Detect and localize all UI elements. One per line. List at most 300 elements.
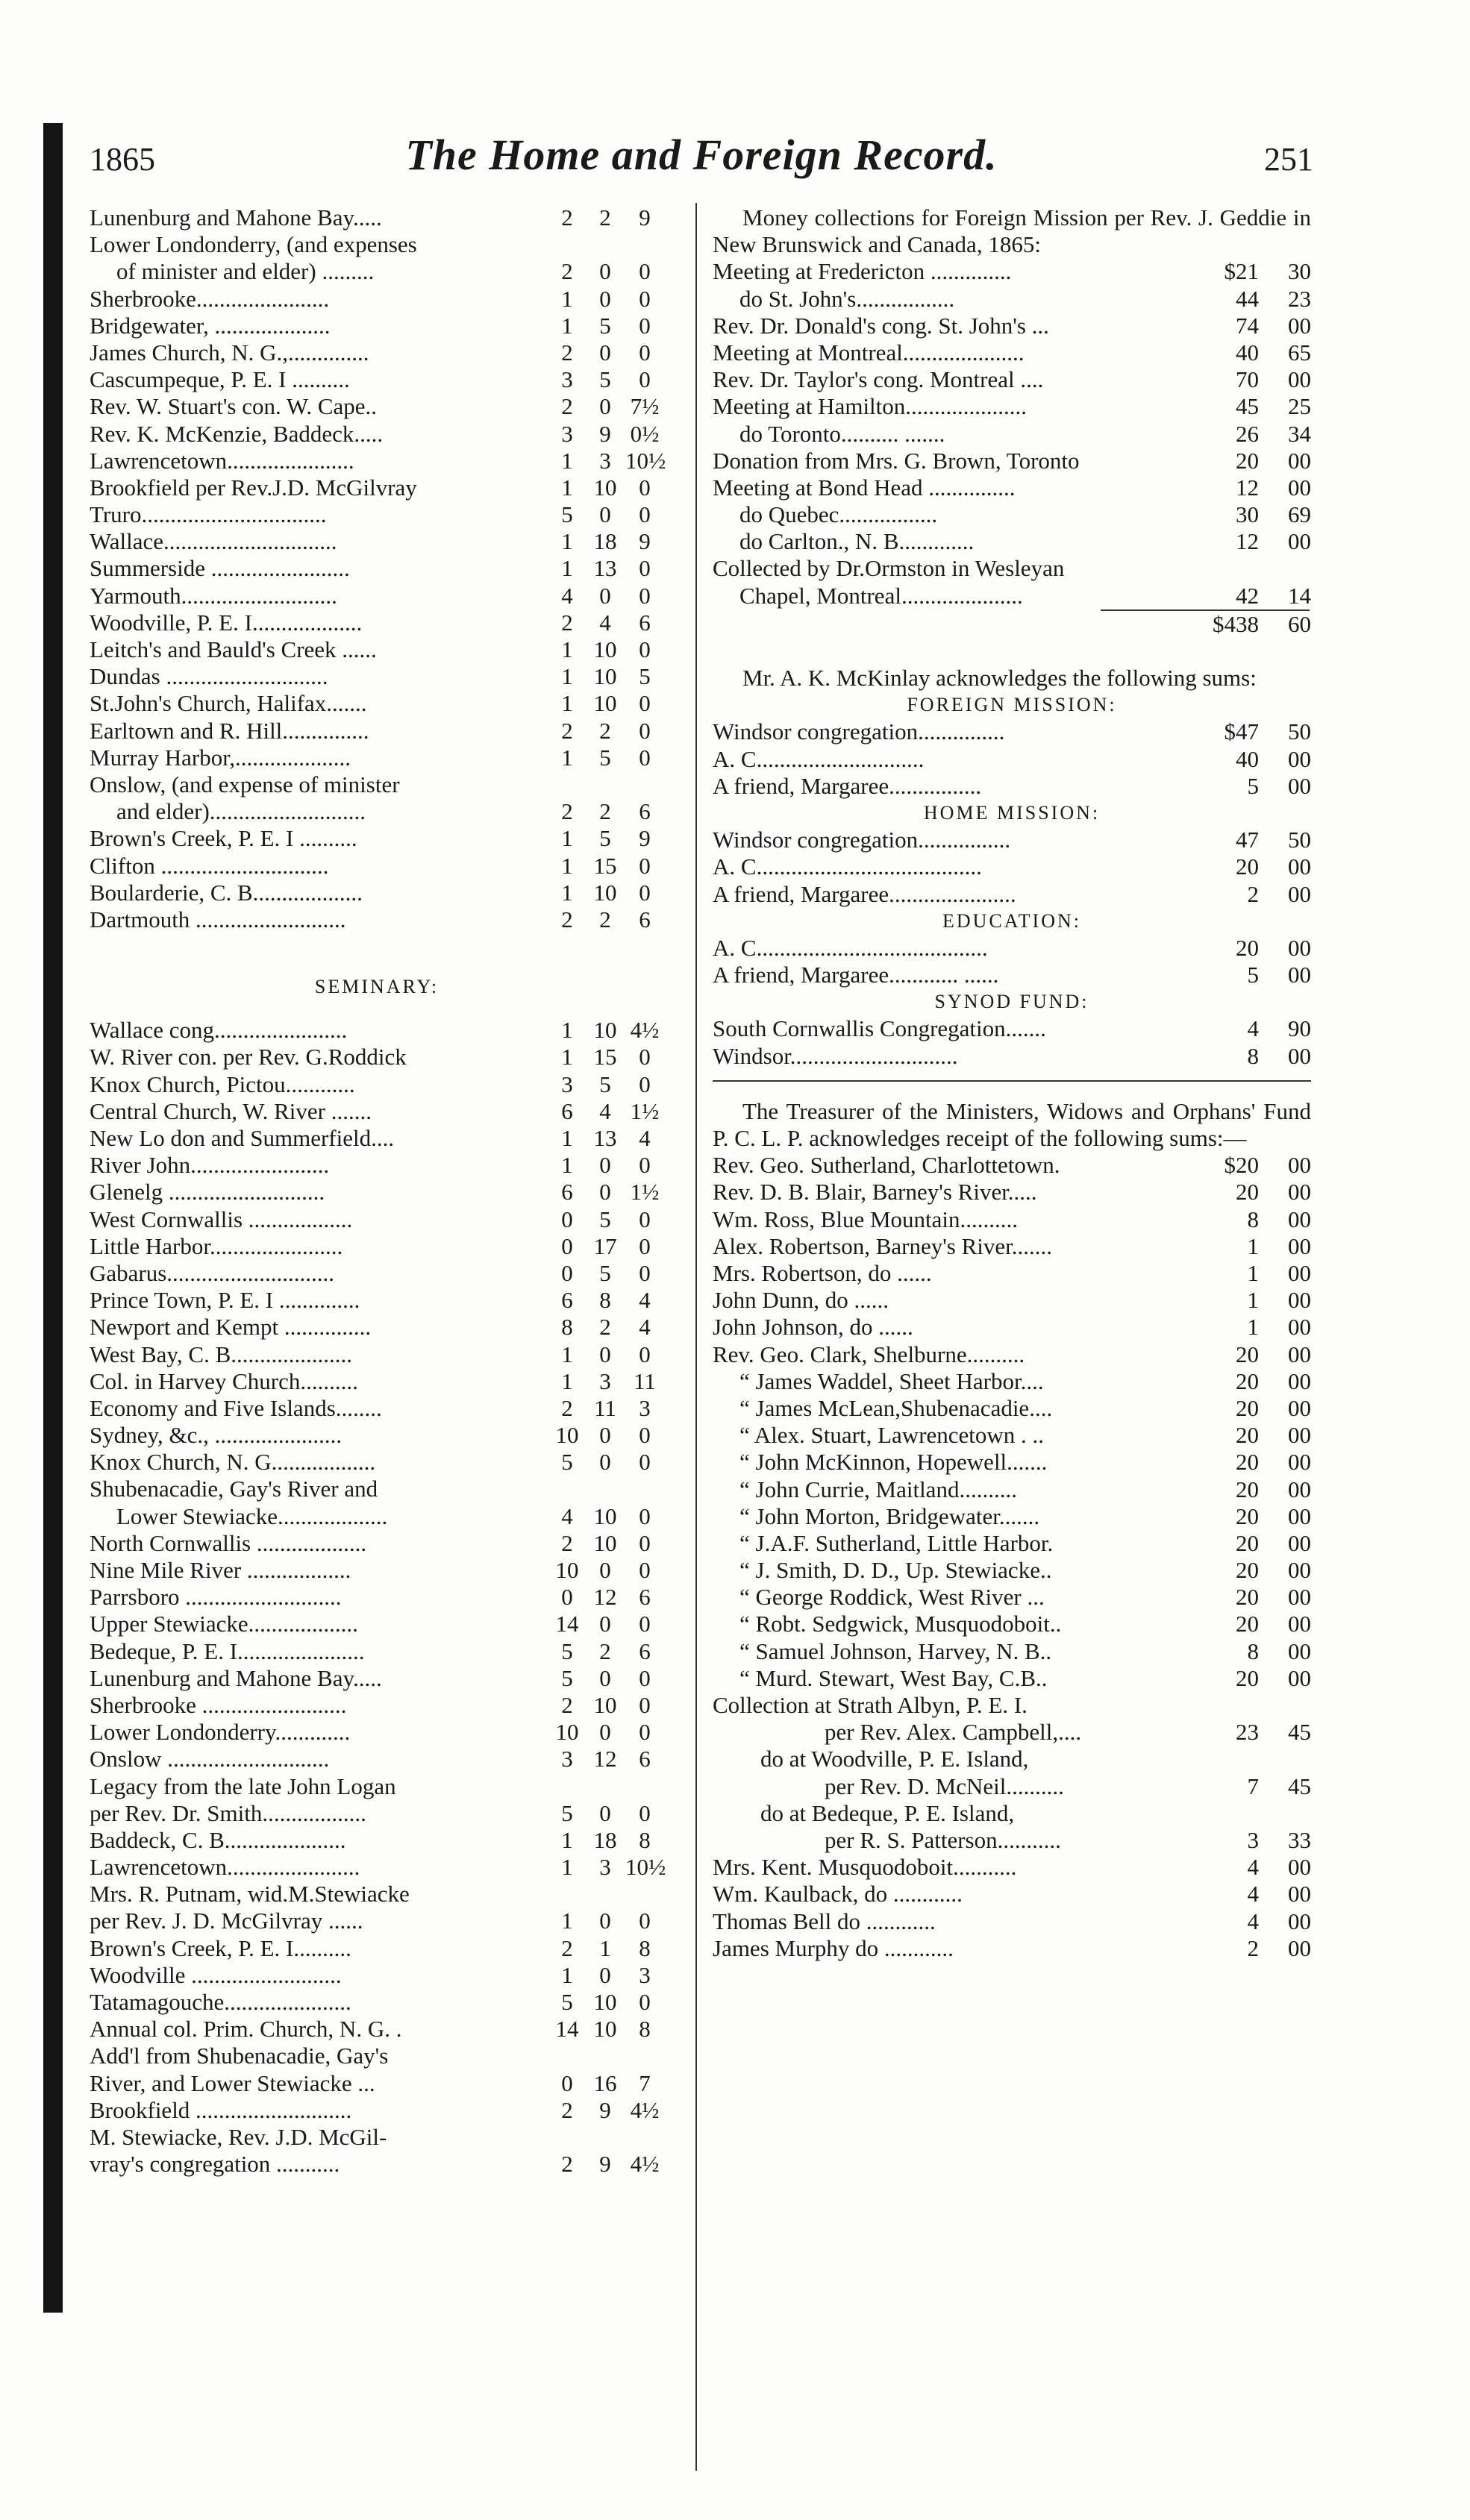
shillings: 3 (599, 447, 611, 474)
amount (549, 1125, 664, 1152)
amount (1184, 258, 1311, 285)
shillings: 0 (599, 1179, 611, 1206)
list-item (90, 1962, 664, 1989)
entry-name: Dundas ............................ (90, 663, 328, 690)
amount (549, 1854, 664, 1881)
entry-name: A. C............................. (713, 745, 925, 772)
cents: 00 (1288, 1394, 1311, 1421)
amount (549, 745, 664, 771)
amount (549, 1530, 664, 1557)
entry-name: Mrs. Robertson, do ...... (713, 1260, 932, 1287)
dollars: 20 (1236, 1664, 1259, 1691)
shillings: 10 (593, 2016, 617, 2043)
pence: 6 (639, 1746, 651, 1773)
entry-name: Windsor congregation............... (713, 718, 1005, 745)
pence: 6 (639, 609, 651, 636)
cents: 65 (1288, 339, 1311, 366)
amount (1184, 1260, 1311, 1287)
entry-name: Meeting at Hamilton..................... (713, 393, 1028, 420)
list-item (90, 1557, 664, 1584)
dollars: $21 (1224, 258, 1259, 285)
cents: 00 (1288, 1854, 1311, 1881)
shillings: 4 (599, 609, 611, 636)
cents: 00 (1288, 1584, 1311, 1611)
shillings: 0 (599, 582, 611, 609)
pounds: 1 (561, 1961, 573, 1988)
pence: 9 (639, 825, 651, 852)
pounds: 1 (561, 447, 573, 474)
cents: 00 (1288, 447, 1311, 474)
amount (1184, 1530, 1311, 1557)
shillings: 10 (593, 879, 617, 906)
shillings: 2 (599, 906, 611, 933)
total-cents: 60 (1288, 610, 1311, 637)
list-item (90, 853, 664, 880)
pounds: 2 (561, 2096, 573, 2123)
shillings: 0 (599, 1152, 611, 1179)
entry-name: do at Bedeque, P. E. Island, (760, 1799, 1015, 1826)
pounds: 1 (561, 1826, 573, 1853)
pence: 0 (639, 717, 651, 744)
cents: 00 (1288, 1529, 1311, 1556)
pence: 0 (639, 879, 651, 906)
pence: 0½ (630, 420, 660, 447)
dollars: 20 (1236, 1449, 1259, 1476)
list-item (90, 555, 664, 582)
pounds: 6 (561, 1097, 573, 1124)
entry-name: Rev. W. Stuart's con. W. Cape.. (90, 393, 378, 420)
pence: 0 (639, 474, 651, 501)
amount (549, 1260, 664, 1287)
pounds: 1 (561, 1152, 573, 1179)
shillings: 1 (599, 1934, 611, 1961)
list-item (713, 1935, 1311, 1962)
shillings: 4 (599, 1097, 611, 1124)
shillings: 0 (599, 1341, 611, 1367)
amount (1184, 421, 1311, 448)
amount (1184, 773, 1311, 800)
list-item (713, 1043, 1311, 1070)
dollars: 1 (1247, 1232, 1259, 1259)
list-item (90, 745, 664, 771)
list-item (90, 366, 664, 393)
dollars: 70 (1236, 366, 1259, 393)
entry-name: Baddeck, C. B..................... (90, 1826, 346, 1853)
cents: 90 (1288, 1015, 1311, 1042)
cents: 23 (1288, 285, 1311, 312)
amount (549, 1044, 664, 1071)
entry-name: “ John Morton, Bridgewater....... (739, 1502, 1040, 1529)
pence: 0 (639, 1206, 651, 1232)
cents: 00 (1288, 934, 1311, 961)
entry-name: A. C....................................... (713, 853, 982, 880)
section-rule (713, 1080, 1311, 1082)
amount (549, 1503, 664, 1530)
entry-name: do at Woodville, P. E. Island, (760, 1746, 1029, 1773)
pounds: 10 (555, 1719, 579, 1746)
entry-name: A. C........................................ (713, 934, 988, 961)
dollars: 20 (1236, 1529, 1259, 1556)
entry-name: Wallace cong....................... (90, 1017, 348, 1044)
pence: 0 (639, 1071, 651, 1097)
cents: 50 (1288, 827, 1311, 853)
mckinlay-intro: Mr. A. K. McKinlay acknowledges the following sums: (742, 665, 1257, 692)
amount (1184, 1908, 1311, 1935)
list-item (713, 286, 1311, 313)
cents: 00 (1288, 366, 1311, 393)
cents: 00 (1288, 1557, 1311, 1584)
dollars: 45 (1236, 393, 1259, 420)
list-item (713, 313, 1311, 339)
shillings: 0 (599, 1961, 611, 1988)
list-item (90, 1233, 664, 1260)
pounds: 0 (561, 2069, 573, 2096)
pence: 1½ (630, 1179, 660, 1206)
pounds: 1 (561, 474, 573, 501)
list-item (90, 1989, 664, 2016)
amount (549, 474, 664, 501)
pence: 0 (639, 852, 651, 879)
shillings: 3 (599, 1854, 611, 1881)
dollars: 23 (1236, 1719, 1259, 1746)
dollars: 7 (1247, 1773, 1259, 1799)
amount (1184, 313, 1311, 339)
pounds: 1 (561, 312, 573, 339)
education-heading: EDUCATION: (942, 909, 1081, 932)
shillings: 10 (593, 690, 617, 717)
entry-name: “ Murd. Stewart, West Bay, C.B.. (739, 1664, 1048, 1691)
dollars: 20 (1236, 853, 1259, 880)
amount (1184, 827, 1311, 853)
shillings: 0 (599, 1664, 611, 1691)
shillings: 12 (593, 1746, 617, 1773)
list-item (713, 1179, 1311, 1206)
pounds: 1 (561, 879, 573, 906)
list-item (90, 528, 664, 555)
amount (549, 1746, 664, 1773)
shillings: 10 (593, 1691, 617, 1718)
amount (549, 366, 664, 393)
shillings: 0 (599, 1908, 611, 1934)
pounds: 14 (555, 2016, 579, 2043)
amount (549, 258, 664, 285)
entry-name: Legacy from the late John Logan (90, 1773, 396, 1799)
list-item (90, 1125, 664, 1152)
amount (549, 1584, 664, 1611)
list-item (90, 1287, 664, 1314)
pounds: 1 (561, 1854, 573, 1881)
pounds: 1 (561, 555, 573, 582)
list-item (90, 880, 664, 906)
pence: 0 (639, 366, 651, 393)
pounds: 3 (561, 366, 573, 393)
list-item (90, 1935, 664, 1962)
cents: 00 (1288, 880, 1311, 907)
entry-name: per Rev. J. D. McGilvray ...... (90, 1908, 363, 1934)
pounds: 1 (561, 1017, 573, 1044)
shillings: 9 (599, 420, 611, 447)
amount (1184, 1152, 1311, 1179)
amount (1184, 583, 1311, 609)
entry-name: Knox Church, Pictou............ (90, 1071, 355, 1097)
amount (549, 204, 664, 231)
amount (1184, 1449, 1311, 1476)
amount (1184, 1719, 1311, 1746)
shillings: 11 (594, 1394, 616, 1421)
amount (1184, 853, 1311, 880)
entry-name: Yarmouth........................... (90, 582, 337, 609)
entry-name: Meeting at Montreal..................... (713, 339, 1025, 366)
entry-name: Murray Harbor,.................... (90, 744, 351, 771)
list-item (713, 1503, 1311, 1530)
entry-name: A friend, Margaree...................... (713, 880, 1016, 907)
geddie-total (713, 611, 1311, 638)
dollars: 20 (1236, 934, 1259, 961)
list-item (90, 1476, 664, 1502)
pence: 0 (639, 1502, 651, 1529)
entry-name: Thomas Bell do ............ (713, 1908, 936, 1934)
list-item (713, 1260, 1311, 1287)
pounds: 1 (561, 690, 573, 717)
pence: 6 (639, 798, 651, 825)
list-item (713, 1314, 1311, 1341)
pence: 11 (634, 1367, 656, 1394)
pounds: 5 (561, 501, 573, 528)
pence: 6 (639, 1584, 651, 1611)
list-item (90, 718, 664, 745)
shillings: 0 (599, 393, 611, 420)
entry-name: and elder)........................... (116, 798, 366, 825)
amount (1184, 1827, 1311, 1854)
pence: 6 (639, 1637, 651, 1664)
amount (549, 2151, 664, 2178)
dollars: 4 (1247, 1908, 1259, 1934)
list-item (90, 690, 664, 717)
cents: 00 (1288, 1260, 1311, 1287)
list-item (90, 1881, 664, 1908)
list-item (90, 1638, 664, 1665)
entry-name: Chapel, Montreal..................... (739, 582, 1023, 609)
pounds: 2 (561, 339, 573, 366)
entry-name: Lunenburg and Mahone Bay..... (90, 204, 382, 231)
amount (549, 421, 664, 448)
cents: 34 (1288, 420, 1311, 447)
list-item (713, 1152, 1311, 1179)
dollars: 2 (1247, 880, 1259, 907)
list-item (90, 1827, 664, 1854)
entry-name: do Quebec................. (739, 501, 938, 528)
list-item (713, 1584, 1311, 1611)
entry-name: “ James McLean,Shubenacadie.... (739, 1394, 1053, 1421)
pence: 3 (639, 1394, 651, 1421)
entry-name: Mrs. R. Putnam, wid.M.Stewiacke (90, 1881, 410, 1908)
pence: 0 (639, 1044, 651, 1071)
amount (549, 853, 664, 880)
list-item (90, 1611, 664, 1637)
amount (549, 1692, 664, 1719)
home-mission-heading: HOME MISSION: (923, 801, 1101, 824)
dollars: 40 (1236, 745, 1259, 772)
amount (549, 880, 664, 906)
foreign-mission-list (713, 718, 1311, 800)
dollars: 20 (1236, 1557, 1259, 1584)
amount (1184, 1935, 1311, 1962)
list-item (713, 1206, 1311, 1233)
entry-name: Meeting at Bond Head ............... (713, 474, 1016, 501)
shillings: 0 (599, 1449, 611, 1476)
list-item (90, 1584, 664, 1611)
dollars: 20 (1236, 1367, 1259, 1394)
pounds: 5 (561, 1449, 573, 1476)
shillings: 13 (593, 555, 617, 582)
dollars: 42 (1236, 582, 1259, 609)
list-item (713, 1692, 1311, 1719)
entry-name: “ Robt. Sedgwick, Musquodoboit.. (739, 1611, 1062, 1637)
pence: 0 (639, 1611, 651, 1637)
cents: 00 (1288, 474, 1311, 501)
pence: 0 (639, 285, 651, 312)
entry-name: vray's congregation ........... (90, 2151, 340, 2178)
list-item (713, 421, 1311, 448)
cents: 00 (1288, 1476, 1311, 1502)
list-item (713, 827, 1311, 853)
entry-name: Collected by Dr.Ormston in Wesleyan (713, 555, 1065, 582)
entry-name: do Toronto.......... ....... (739, 420, 945, 447)
list-item (90, 609, 664, 636)
synod-fund-heading: SYNOD FUND: (934, 991, 1089, 1013)
cents: 00 (1288, 1152, 1311, 1179)
entry-name: James Murphy do ............ (713, 1934, 954, 1961)
total-dollars: $438 (1213, 610, 1259, 637)
shillings: 10 (593, 1529, 617, 1556)
list-item (90, 906, 664, 933)
pence: 0 (639, 1422, 651, 1449)
amount (549, 1314, 664, 1341)
list-item (90, 1854, 664, 1881)
list-item (90, 1692, 664, 1719)
amount (549, 1206, 664, 1233)
shillings: 15 (593, 852, 617, 879)
list-item (90, 825, 664, 852)
list-item (713, 528, 1311, 555)
pounds: 1 (561, 528, 573, 555)
pounds: 1 (561, 1367, 573, 1394)
list-item (90, 448, 664, 474)
entry-name: Central Church, W. River ....... (90, 1097, 372, 1124)
pence: 4 (639, 1125, 651, 1151)
amount (1184, 366, 1311, 393)
cents: 00 (1288, 1908, 1311, 1934)
pence: 4½ (630, 2151, 660, 2178)
dollars: 26 (1236, 420, 1259, 447)
seminary-list (90, 1017, 664, 2178)
entry-name: Annual col. Prim. Church, N. G. . (90, 2016, 402, 2043)
list-item (90, 1260, 664, 1287)
list-item (90, 1503, 664, 1530)
list-item (90, 1098, 664, 1125)
list-item (90, 636, 664, 663)
dollars: 20 (1236, 1611, 1259, 1637)
list-item (90, 231, 664, 258)
pounds: 2 (561, 2151, 573, 2178)
shillings: 8 (599, 1287, 611, 1314)
cents: 00 (1288, 853, 1311, 880)
shillings: 10 (593, 1989, 617, 2015)
pounds: 10 (555, 1557, 579, 1583)
pence: 1½ (630, 1097, 660, 1124)
list-item (90, 1746, 664, 1773)
entry-name: River, and Lower Stewiacke ... (90, 2069, 375, 2096)
entry-name: Lawrencetown...................... (90, 447, 354, 474)
list-item (90, 2124, 664, 2151)
entry-name: Col. in Harvey Church.......... (90, 1367, 358, 1394)
shillings: 0 (599, 285, 611, 312)
list-item (90, 1395, 664, 1422)
list-item (713, 1827, 1311, 1854)
entry-name: Upper Stewiacke................... (90, 1611, 358, 1637)
entry-name: A friend, Margaree................ (713, 772, 982, 799)
list-item (90, 258, 664, 285)
list-item (713, 881, 1311, 908)
amount (549, 1962, 664, 1989)
shillings: 17 (593, 1232, 617, 1259)
pounds: 5 (561, 1637, 573, 1664)
amount (1184, 1287, 1311, 1314)
amount (549, 609, 664, 636)
entry-name: “ John McKinnon, Hopewell....... (739, 1449, 1048, 1476)
shillings: 0 (599, 1799, 611, 1826)
year: 1865 (90, 141, 155, 178)
entry-name: Little Harbor....................... (90, 1232, 343, 1259)
list-item (90, 1800, 664, 1827)
amount (1184, 339, 1311, 366)
entry-name: Leitch's and Bauld's Creek ...... (90, 636, 377, 662)
list-item (713, 1530, 1311, 1557)
entry-name: Cascumpeque, P. E. I .......... (90, 366, 350, 393)
shillings: 5 (599, 1259, 611, 1286)
list-item (713, 935, 1311, 962)
cents: 00 (1288, 1637, 1311, 1664)
entry-name: do St. John's................. (739, 285, 955, 312)
pence: 0 (639, 1799, 651, 1826)
dollars: 30 (1236, 501, 1259, 528)
list-item (713, 1638, 1311, 1665)
entry-name: Add'l from Shubenacadie, Gay's (90, 2043, 389, 2069)
amount (549, 555, 664, 582)
entry-name: Wm. Ross, Blue Mountain.......... (713, 1206, 1019, 1232)
pounds: 6 (561, 1179, 573, 1206)
list-item (713, 366, 1311, 393)
amount (549, 1449, 664, 1476)
list-item (713, 853, 1311, 880)
shillings: 18 (593, 1826, 617, 1853)
dollars: 1 (1247, 1260, 1259, 1287)
amount (549, 1665, 664, 1692)
pence: 0 (639, 1152, 651, 1179)
list-item (90, 1449, 664, 1476)
entry-name: St.John's Church, Halifax....... (90, 690, 367, 717)
entry-name: “ James Waddel, Sheet Harbor.... (739, 1367, 1044, 1394)
shillings: 13 (593, 1125, 617, 1151)
amount (1184, 1881, 1311, 1908)
list-item (713, 474, 1311, 501)
entry-name: Economy and Five Islands........ (90, 1394, 382, 1421)
pence: 8 (639, 1826, 651, 1853)
entry-name: Meeting at Fredericton .............. (713, 258, 1012, 285)
cents: 00 (1288, 1611, 1311, 1637)
cents: 45 (1288, 1773, 1311, 1799)
cents: 50 (1288, 718, 1311, 745)
